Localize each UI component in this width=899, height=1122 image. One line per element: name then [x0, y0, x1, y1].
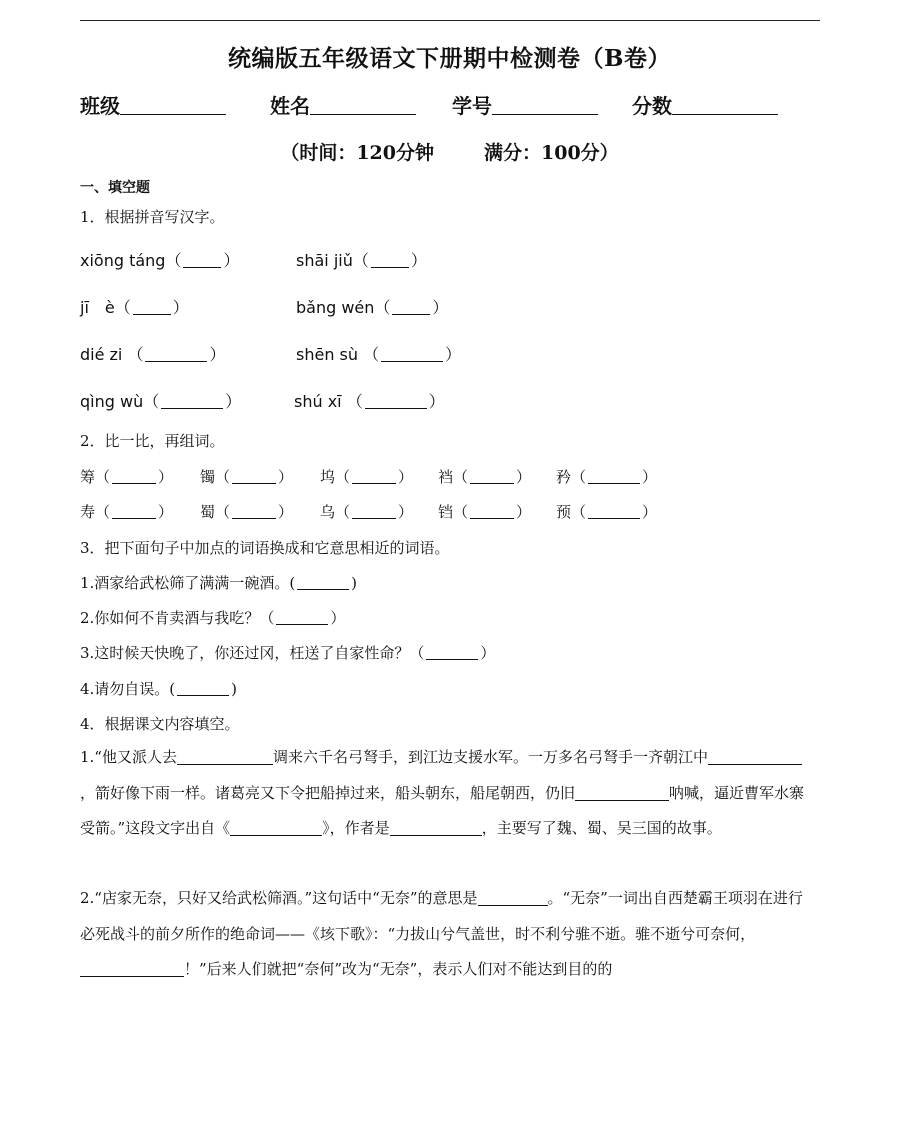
compare-item: 预（ ） [556, 503, 658, 521]
answer-blank[interactable] [426, 645, 478, 660]
answer-blank[interactable] [352, 469, 396, 484]
answer-blank[interactable] [588, 504, 640, 519]
answer-blank[interactable] [478, 890, 548, 906]
number-label: 学号 [452, 94, 492, 118]
answer-blank[interactable] [145, 347, 207, 362]
answer-blank[interactable] [112, 504, 156, 519]
name-label: 姓名 [270, 94, 310, 118]
synonym-sentence: 1.酒家给武松筛了满满一碗酒。( ) [80, 574, 358, 592]
pinyin-item: shēn sù （ ） [296, 345, 462, 364]
answer-blank[interactable] [708, 749, 802, 765]
synonym-sentence: 2.你如何不肯卖酒与我吃？（ ） [80, 609, 346, 627]
answer-blank[interactable] [381, 347, 443, 362]
pinyin-item: jī è（ ） [80, 298, 189, 317]
number-blank [492, 94, 598, 115]
question-1-prompt: 1．根据拼音写汉字。 [80, 208, 225, 226]
answer-blank[interactable] [390, 820, 482, 836]
exam-full-score: 满分：100分） [484, 142, 619, 164]
answer-blank[interactable] [276, 610, 328, 625]
compare-item: 坞（ ） [320, 468, 414, 486]
answer-blank[interactable] [232, 504, 276, 519]
answer-blank[interactable] [232, 469, 276, 484]
exam-time-line [0, 138, 899, 165]
section-heading: 一、填空题 [80, 180, 150, 196]
name-blank [310, 94, 416, 115]
score-blank [672, 94, 778, 115]
answer-blank[interactable] [371, 253, 409, 268]
answer-blank[interactable] [161, 394, 223, 409]
answer-blank[interactable] [230, 820, 322, 836]
name-field [270, 90, 416, 119]
pinyin-item: dié zi （ ） [80, 345, 226, 364]
compare-item: 镯（ ） [200, 468, 294, 486]
answer-blank[interactable] [297, 575, 349, 590]
synonym-sentence: 4.请勿自误。( ) [80, 680, 238, 698]
class-label: 班级 [80, 94, 120, 118]
number-field [452, 90, 598, 119]
answer-blank[interactable] [575, 785, 669, 801]
compare-item: 矜（ ） [556, 468, 658, 486]
header-rule [80, 20, 820, 21]
question-4-prompt: 4．根据课文内容填空。 [80, 715, 240, 733]
compare-item: 裆（ ） [438, 468, 532, 486]
answer-blank[interactable] [392, 300, 430, 315]
answer-blank[interactable] [588, 469, 640, 484]
fill-paragraph-1: 1.“他又派人去 调来六千名弓弩手，到江边支援水军。一万多名弓弩手一齐朝江中，箭好像下雨一样。诸葛亮又下令把船掉过来，船头朝东，船尾朝西，仍旧 呐喊，逼近曹军水寨受箭。”这段文字出自《 》，作者是 ，主要写了魏、蜀、吴三国的故事。 [80, 748, 805, 837]
question-2-prompt: 2．比一比，再组词。 [80, 432, 225, 450]
pinyin-item: bǎng wén（ ） [296, 298, 449, 317]
answer-blank[interactable] [470, 504, 514, 519]
fill-paragraph-2: 2.“店家无奈，只好又给武松筛酒。”这句话中“无奈”的意思是 。“无奈”一词出自西楚霸王项羽在进行必死战斗的前夕所作的绝命词——《垓下歌》：“力拔山兮气盖世，时不利兮骓不逝。骓不逝兮可奈何，！”后来人们就把“奈何”改为“无奈”，表示人们对不能达到目的的 [80, 889, 803, 978]
compare-item: 寿（ ） [80, 503, 174, 521]
exam-duration: （时间：120分钟 [280, 142, 434, 164]
answer-blank[interactable] [177, 681, 229, 696]
question-3-prompt: 3．把下面句子中加点的词语换成和它意思相近的词语。 [80, 539, 450, 557]
page-title: 统编版五年级语文下册期中检测卷（B卷） [228, 45, 671, 72]
pinyin-item: shú xī （ ） [294, 392, 445, 411]
pinyin-item: qìng wù（ ） [80, 392, 242, 411]
answer-blank[interactable] [133, 300, 171, 315]
compare-item: 乌（ ） [320, 503, 414, 521]
class-blank [120, 94, 226, 115]
compare-item: 筹（ ） [80, 468, 174, 486]
compare-item: 铛（ ） [438, 503, 532, 521]
score-label: 分数 [632, 94, 672, 118]
answer-blank[interactable] [352, 504, 396, 519]
answer-blank[interactable] [80, 961, 184, 977]
pinyin-item: xiōng táng（ ） [80, 251, 240, 270]
pinyin-item: shāi jiǔ（ ） [296, 251, 427, 270]
class-field [80, 90, 226, 119]
answer-blank[interactable] [365, 394, 427, 409]
score-field [632, 90, 778, 119]
answer-blank[interactable] [177, 749, 273, 765]
synonym-sentence: 3.这时候天快晚了，你还过冈，枉送了自家性命？（ ） [80, 644, 496, 662]
answer-blank[interactable] [183, 253, 221, 268]
answer-blank[interactable] [112, 469, 156, 484]
compare-item: 蜀（ ） [200, 503, 294, 521]
answer-blank[interactable] [470, 469, 514, 484]
